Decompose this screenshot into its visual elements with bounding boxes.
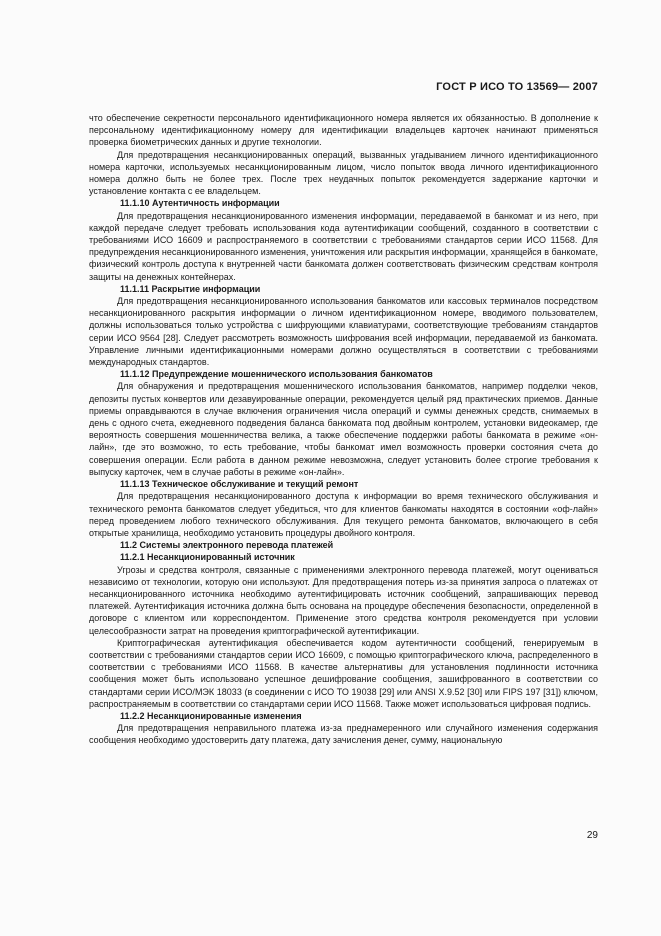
section-heading: 11.1.13 Техническое обслуживание и текущий ремонт <box>120 479 359 490</box>
body-paragraph: Для предотвращения несанкционированных операций, вызванных угадыванием личного идентификационного номера карточки, используемых несанкционированным лицом, число попыток ввода личного идентификационного номера должно быть не более трех. После трех неудачных попыток рекомендуется задержание карточки и установление контакта с ее владельцем. <box>89 149 598 197</box>
body-paragraph: Для обнаружения и предотвращения мошеннического использования банкоматов, например подделки чеков, депозиты пустых конвертов или дезавуированные операции, рекомендуется целый ряд практических приемов. Данные приемы оправдываются в случае включения ограничения числа операций и суммы денежных средств, снимаемых в день с одного счета, ежедневного подведения баланса банкомата под двойным контролем, установки видеокамер, где вероятность совершения мошенничества велика, а также обеспечение поддержки работы банкомата в режиме «он-лайн», где это возможно, то есть требование, чтобы банкомат имел возможность проверки состояния счета до совершения операции. Если работа в данном режиме невозможна, следует установить более строгие требования к выпуску карточек, чем в случае работы в режиме «он-лайн». <box>89 381 598 477</box>
body-paragraph: Для предотвращения несанкционированного доступа к информации во время технического обслуживания и технического ремонта банкоматов следует убедиться, что для клиентов банкоматы находятся в состоянии «оф-лайн» перед проведением любого технического обслуживания. Для текущего ремонта банкоматов, включающего в себя открытые хранилища, необходимо установить процедуры двойного контроля. <box>89 491 598 538</box>
body-paragraph: Для предотвращения неправильного платежа из-за преднамеренного или случайного изменения содержания сообщения необходимо удостоверить дату платежа, дату зачисления денег, сумму, национальную <box>89 723 598 746</box>
section-heading: 11.2 Системы электронного перевода платежей <box>120 540 334 551</box>
document-header: ГОСТ Р ИСО ТО 13569— 2007 <box>436 81 598 93</box>
section-heading: 11.1.12 Предупреждение мошеннического использования банкоматов <box>120 369 433 380</box>
page-number: 29 <box>586 830 598 841</box>
body-paragraph: Для предотвращения несанкционированного использования банкоматов или кассовых терминалов посредством несанкционированного раскрытия информации о личном идентификационном номере, вводимого пользователем, должны использоваться только устройства с шифрующими клавиатурами, соответствующие требованиям стандартов серии ИСО 9564 [28]. Следует рассмотреть возможность шифрования всей информации, передаваемой из банкомата. Управление личными идентификационными номерами должно осуществляться в соответствии с требованиями международных стандартов. <box>89 296 598 368</box>
section-heading: 11.2.1 Несанкционированный источник <box>120 552 295 563</box>
body-paragraph: Криптографическая аутентификация обеспечивается кодом аутентичности сообщений, генерируемым в соответствии с требованиями стандартов серии ИСО 16609, с помощью криптографического ключа, распределенного в соответствии с требованиями ИСО 11568. В качестве альтернативы для установления подлинности источника сообщения может быть использовано успешное дешифрование сообщения, зашифрованного в соответствии со стандартами серии ИСО/МЭК 18033 (в соединении с ИСО ТО 19038 [29] или ANSI X.9.52 [30] или FIPS 197 [31]) ключом, распространяемым в соответствии со стандартами серии ИСО 11568. Также может использоваться цифровая подпись. <box>89 637 598 709</box>
section-heading: 11.1.10 Аутентичность информации <box>120 198 280 209</box>
body-paragraph: что обеспечение секретности персонального идентификационного номера является их обязанностью. В дополнение к персональному идентификационному номеру для идентификации владельцев карточек начинают применяться проверка биометрических данных и другие технологии. <box>89 113 598 148</box>
document-body <box>89 112 598 747</box>
section-heading: 11.2.2 Несанкционированные изменения <box>120 710 302 721</box>
body-paragraph: Угрозы и средства контроля, связанные с применениями электронного перевода платежей, могут оцениваться независимо от технологии, которую они используют. Для предотвращения потерь из-за принятия запроса о платежах от несанкционированного источника необходимо аутентифицировать источник сообщений, запрашивающих перевод платежей. Аутентификация источника должна быть основана на процедуре обеспечения безопасности, определенной в договоре с клиентом или корреспондентом. Применение этого средства контроля рекомендуется при условии целесообразности затрат на проведения криптографической аутентификации. <box>89 564 598 636</box>
section-heading: 11.1.11 Раскрытие информации <box>120 283 261 294</box>
body-paragraph: Для предотвращения несанкционированного изменения информации, передаваемой в банкомат и из него, при каждой передаче следует требовать использования кода аутентификации сообщений, созданного в соответствии с требованиями ИСО 16609 и распространяемого в соответствии с требованиями стандартов серии ИСО 11568. Для предупреждения несанкционированного изменения, уничтожения или раскрытия информации, хранящейся в банкомате, физический контроль доступа к внутренней части банкомата должен соответствовать физическим средствам контроля защиты на денежных контейнерах. <box>89 210 598 282</box>
